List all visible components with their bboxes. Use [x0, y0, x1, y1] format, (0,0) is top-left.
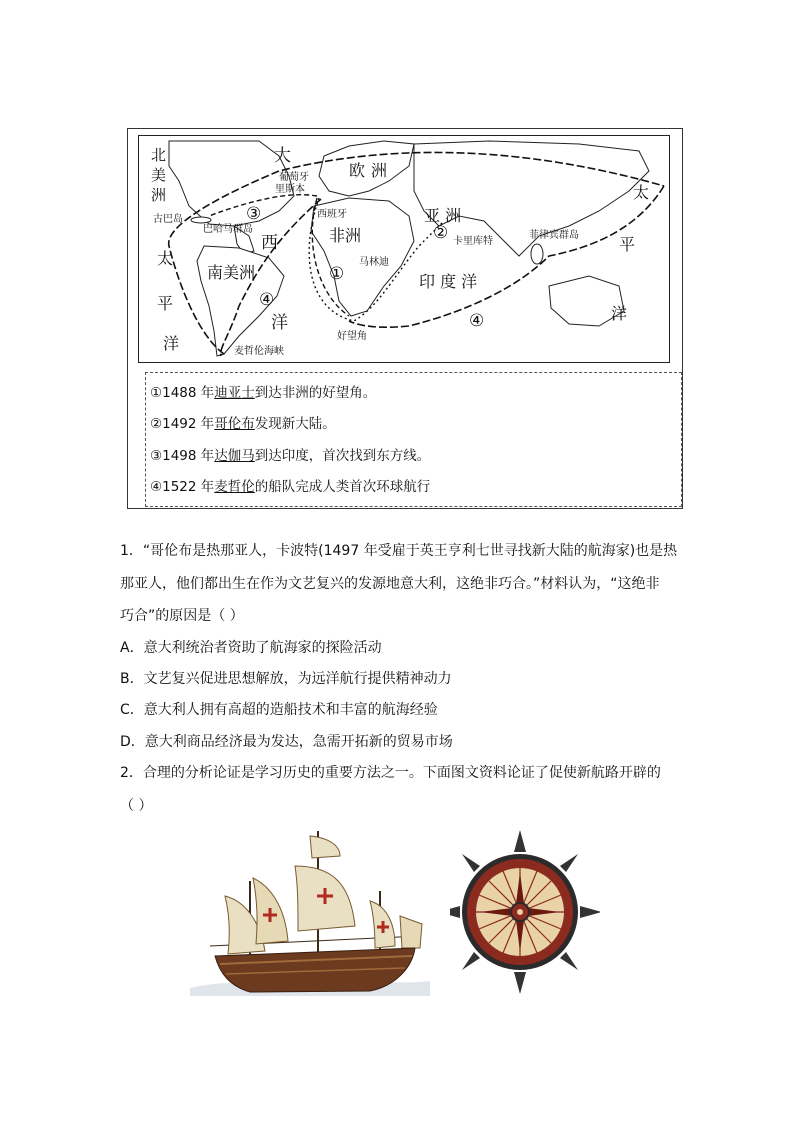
question1-line3: 巧合”的原因是（ ）	[120, 608, 244, 624]
philippines-islands	[531, 244, 543, 264]
label-indian-ocean: 印 度 洋	[419, 272, 478, 291]
explorer-name: 麦哲伦	[214, 479, 255, 495]
label-magellan-strait: 麦哲伦海峡	[234, 346, 284, 357]
label-pacific-right-1: 太	[633, 183, 650, 202]
label-philippines: 菲律宾群岛	[529, 230, 579, 241]
legend-line-dias: ①1488 年迪亚士到达非洲的好望角。	[150, 385, 377, 401]
label-malindi: 马林迪	[359, 257, 389, 268]
explorer-name: 达伽马	[214, 448, 255, 464]
label-route-3: ③	[246, 204, 262, 224]
label-portugal-lisbon: 葡萄牙里斯本	[275, 172, 309, 195]
cuba-island	[191, 217, 211, 223]
explorer-name: 哥伦布	[214, 416, 255, 432]
legend-line-columbus: ②1492 年哥伦布发现新大陆。	[150, 416, 336, 432]
question1-option-b[interactable]: B．文艺复兴促进思想解放，为远洋航行提供精神动力	[120, 671, 452, 687]
route-legend	[145, 372, 682, 507]
explorer-name: 迪亚士	[214, 385, 255, 401]
label-route-4a: ④	[259, 290, 275, 310]
label-route-4b: ④	[469, 311, 485, 331]
question1-option-c[interactable]: C．意大利人拥有高超的造船技术和丰富的航海经验	[120, 702, 438, 718]
label-spain: 西班牙	[317, 209, 347, 220]
label-atlantic-yang: 洋	[271, 313, 288, 333]
label-pacific-left-3: 洋	[163, 334, 180, 353]
question1-option-a[interactable]: A．意大利统治者资助了航海家的探险活动	[120, 640, 382, 656]
label-good-hope: 好望角	[337, 331, 367, 342]
label-calicut: 卡里库特	[453, 236, 493, 247]
label-north-america: 北美洲	[151, 146, 167, 204]
legend-line-da-gama: ③1498 年达伽马到达印度，首次找到东方线。	[150, 448, 431, 464]
question2-line1: 2．合理的分析论证是学习历史的重要方法之一。下面图文资料论证了促使新航路开辟的	[120, 765, 661, 781]
label-pacific-right-2: 平	[619, 235, 636, 254]
question1-line2: 那亚人，他们都出生在作为文艺复兴的发源地意大利，这绝非巧合。”材料认为，“这绝非	[120, 576, 660, 592]
label-route-2: ②	[433, 223, 449, 243]
label-pacific-left-2: 平	[157, 294, 174, 313]
question1-line1: 1．“哥伦布是热那亚人，卡波特(1497 年受雇于英王亨利七世寻找新大陆的航海家)也是热	[120, 543, 678, 559]
question1-option-d[interactable]: D．意大利商品经济最为发达，急需开拓新的贸易市场	[120, 734, 453, 750]
caravel-ship-image	[190, 826, 430, 996]
label-atlantic-da: 大	[274, 146, 291, 166]
compass-rose-image	[450, 826, 600, 996]
label-pacific-right-3: 洋	[611, 304, 628, 323]
label-route-1: ①	[329, 264, 345, 284]
label-atlantic-xi: 西	[261, 233, 278, 253]
label-south-america: 南美洲	[207, 263, 256, 282]
europe-landmass	[319, 141, 414, 196]
label-africa: 非洲	[329, 226, 362, 245]
voyage-route-map	[138, 135, 670, 363]
label-europe: 欧 洲	[349, 161, 388, 180]
map-figure	[127, 128, 683, 509]
label-bahamas: 巴哈马群岛	[203, 224, 253, 235]
label-pacific-left-1: 太	[157, 249, 174, 268]
question2-line2: （ ）	[120, 798, 153, 814]
legend-line-magellan: ④1522 年麦哲伦的船队完成人类首次环球航行	[150, 479, 431, 495]
label-asia: 亚 洲	[424, 206, 462, 225]
label-cuba: 古巴岛	[153, 214, 183, 225]
